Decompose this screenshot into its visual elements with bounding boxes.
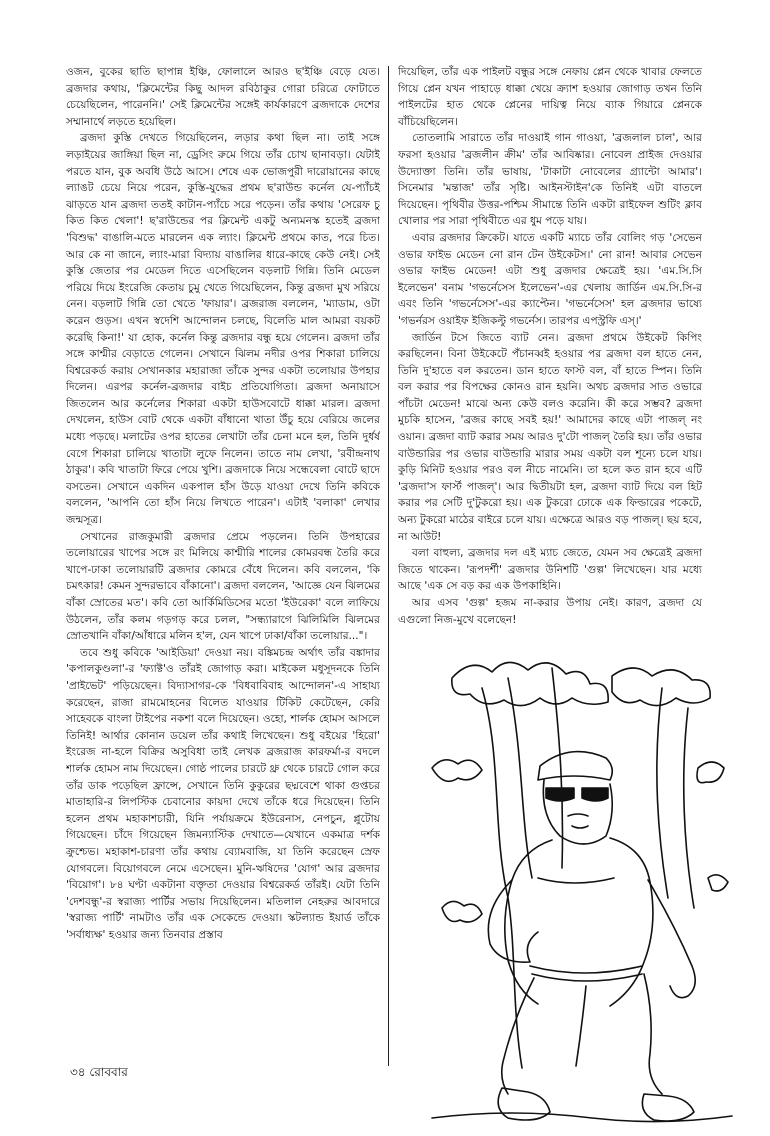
tree-trunk bbox=[552, 668, 563, 868]
column-divider bbox=[388, 66, 389, 1066]
paragraph: বলা বাহুল্য, ব্রজদার দল এই ম্যাচ জেতে, যেমন সব ক্ষেত্রেই ব্রজদা জিতে থাকেন। 'রূপদর্শী' ব্রজদার উনিশটি 'গুল্প' লিখেছেন। যার মধ্যে আছে 'এক সে বড় কর এক উপকাহিনি। bbox=[398, 547, 702, 593]
paragraph: ওজন, বুকের ছাতি ছাপান্ন ইঞ্চি, ফোলালে আরও ছ'ইঞ্চি বেড়ে যেত। ব্রজদার কথায়, 'ক্লিমেন্টের কিছু আদল রবিঠাকুর গোরা চরিত্রে ফোটাতে চেয়েছিলেন, পারেননি।' সেই ক্লিমেন্টের সঙ্গেই কার্যকারণে ব্রজদাকে দেশের সম্মানার্থে লড়তে হয়েছিল। bbox=[66, 66, 380, 128]
tree-trunk bbox=[482, 688, 522, 1068]
left-column bbox=[66, 64, 380, 1064]
illustration-figure bbox=[412, 648, 742, 1126]
paragraph: ব্রজদা কুস্তি দেখতে গিয়েছিলেন, লড়ার কথা ছিল না। তাই সঙ্গে লড়াইয়ের জাঙ্গিয়া ছিল না, ড্রেসিং রুমে গিয়ে তাঁর চোখ ছানাবড়া। যেটাই পরতে যান, বুক অবধি উঠে আসে। শেষে এক ভোজপুরী দারোয়ানের কাছে ল্যাঙট চেয়ে নিয়ে পরেন, কুস্তি-যুদ্ধের প্রথম ছ'রাউন্ড কর্নেল যে-প্যাঁচই ঝাড়তে যান ব্রজদা ততই কাটান-প্যাঁচে সরে পড়েন। তাঁর কথায় 'সেরেফ চু কিত কিত খেলা'! ছ'রাউন্ডের পর ক্লিমেন্ট একটু অন্যমনস্ক হতেই ব্রজদা 'বিশুদ্ধ' বাঙালি-মতে মারলেন এক ল্যাং। ক্লিমেন্ট প্রথমে কাত, পরে চিত। আর কে না জানে, ল্যাং-মারা বিদ্যায় বাঙালির ধারে-কাছে কেউ নেই। সেই কুস্তি জেতার পর মেডেল দিতে এসেছিলেন বড়লাট গিন্নি। তিনি মেডেল পরিয়ে দিয়ে ইংরেজি কেতায় চুমু খেতে গিয়েছিলেন, কিন্তু ব্রজদা মুখ সরিয়ে নেন। বড়লাট গিন্নি তো খেতে 'ফায়ার'। ব্রজরাজ বললেন, 'ম্যাডাম, ওটা করেন গুড়স। এখন স্বদেশি আন্দোলন চলছে, বিলেতি মাল আমরা বয়কট করেছি কিনা!' যা হোক, কর্নেল কিন্তু ব্রজদার বন্ধু হয়ে গেলেন। ব্রজদা তাঁর সঙ্গে কাশ্মীর বেড়াতে গেলেন। সেখানে ঝিলম নদীর ওপর শিকারা চালিয়ে বিশ্বরেকর্ড করায় সেখানকার মহারাজা তাঁকে সুন্দর একটা তলোয়ার উপহার দিলেন। এরপর কর্নেল-ব্রজদার বাইচ প্রতিযোগিতা। ব্রজদা অনায়াসে জিতলেন আর কর্নেলের শিকারা একটা হাউসবোটে ধাক্কা মারল। ব্রজদা দেখলেন, হাউস বোট থেকে একটা বাঁধানো খাতা উঁচু হয়ে বেরিয়ে জলের মধ্যে পড়ছে। মলাটের ওপর হাতের লেখাটা তাঁর চেনা মনে হল, তিনি দুর্ধর্ষ বেগে শিকারা চালিয়ে খাতাটা লুফে নিলেন। তাতে নাম লেখা, 'রবীন্দ্রনাথ ঠাকুর'। কবি খাতাটা ফিরে পেয়ে খুশি। ব্রজদাকে নিয়ে সন্ধেবেলা বোটে ছাদে বসতেন। সেখানে একদিন একপাল হাঁস উড়ে যাওয়া দেখে তিনি কবিকে বললেন, 'আপনি তো হাঁস নিয়ে লিখতে পারেন'। এটাই 'বলাকা' লেখার জন্মসূত্র। bbox=[66, 132, 380, 527]
jacket-fold bbox=[538, 878, 614, 883]
right-arm bbox=[648, 880, 695, 998]
page-footer bbox=[70, 1064, 128, 1084]
foliage bbox=[697, 762, 724, 783]
foliage bbox=[708, 875, 728, 891]
paragraph: আর এসব 'গুল্প' হজম না-করার উপায় নেই। কারণ, ব্রজদা যে এগুলো নিজ-মুখে বলেছেন! bbox=[398, 597, 702, 626]
paragraph: সেখানের রাজকুমারী ব্রজদার প্রেমে পড়লেন। তিনি উপহারের তলোয়ারের খাপের সঙ্গে রং মিলিয়ে কাশ্মীরি শালের কোমরবন্ধ তৈরি করে খাপে-ঢাকা তলোয়ারটি ব্রজদার কোমরে বেঁধে দিলেন। কবি বললেন, 'কি চমৎকার! কেমন সুন্দরভাবে বাঁকানো'। ব্রজদা বললেন, 'আজ্ঞে যেন ঝিলমের বাঁকা স্রোতের মত'। কবি তো আর্কিমিডিসের মতো 'ইউরেকা' বলে লাফিয়ে উঠলেন, তাঁর কলম গড়গড় করে চলল, "সন্ধ্যারাগে ঝিলিমিলি ঝিলমের স্রোতখানি বাঁকা/আঁধারে মলিন হ'ল, যেন খাপে ঢাকা/বাঁকা তলোয়ার..."। bbox=[66, 530, 380, 643]
mustache bbox=[568, 814, 588, 828]
trousers bbox=[502, 974, 662, 1094]
foliage bbox=[432, 760, 482, 782]
magazine-name: রোববার bbox=[89, 1065, 128, 1079]
tree-trunk bbox=[508, 678, 532, 878]
tree-trunk bbox=[684, 708, 694, 908]
cap bbox=[538, 752, 612, 780]
foliage bbox=[442, 901, 482, 922]
belt bbox=[530, 966, 642, 981]
foliage bbox=[452, 662, 608, 705]
page-number: ৩৪ bbox=[70, 1065, 86, 1079]
sunglasses bbox=[546, 788, 608, 801]
paragraph: এবার ব্রজদার ক্রিকেট। যাতে একটি ম্যাচে তাঁর বোলিং গড় 'সেভেন ওভার ফাইভ মেডেন নো রান টেন উইকেটস।' নো রান! আবার সেভেন ওভার ফাইভ মেডেন! এটা শুধু ব্রজদার ক্ষেত্রেই হয়। 'এম.সি.সি ইলেভেন' বনাম 'গভর্নেসেস ইলেভেন'-এর খেলায় জার্ডিন এম.সি.সি-র এবং তিনি 'গভর্নেসেস'-এর ক্যাপ্টেন। 'গভর্নেসেস' হল ব্রজদার ভাষ্যে 'গভর্নরস ওয়াইফ ইজিকল্টু গভর্নেস। তারপর এপস্ট্রফি এস্‌।' bbox=[398, 231, 702, 327]
paragraph: জার্ডিন টসে জিতে ব্যাট নেন। ব্রজদা প্রথমে উইকেট কিপিং করছিলেন। বিনা উইকেটে পঁচানব্বই হওয়ার পর ব্রজদা বল হাতে নেন, তিনি দু'হাতে বল করতেন। ডান হাতে ফাস্ট বল, বাঁ হাতে স্পিন। তিনি বল করার পর বিপক্ষের কোনও রান হয়নি। অথচ ব্রজদার সাত ওভারে পাঁচটা মেডেন! মাঝে অন্য কেউ বলও করেনি। কী করে সম্ভব? ব্রজদা মুচকি হাসেন, 'ব্রজর কাছে সবই হয়!' আমাদের কাছে এটা পাজল্ নং ওয়ান। ব্রজদা ব্যাট করার সময় আরও দু'টো পাজল্ তৈরি হয়। তাঁর ওভার বাউন্ডারির পর ওভার বাউন্ডারি মারার সময় একটা বল শূন্যে চলে যায়। কুড়ি মিনিট হওয়ার পরও বল নীচে নামেনি। তা হলে কত রান হবে এটি 'ব্রজদা'স ফার্স্ট পাজল্'। আর দ্বিতীয়টা হল, ব্রজদা ব্যাট দিয়ে বল হিট করার পর সেটি দু'টুকরো হয়। এক টুকরো ঢোকে এক ফিল্ডারের পকেটে, অন্য টুকরো মাঠের বাইরে চলে যায়। এক্ষেত্রে আরও বড় পাজল্। ছয় হবে, না আউট! bbox=[398, 331, 702, 543]
paragraph: তবে শুধু কবিকে 'আইডিয়া' দেওয়া নয়। বঙ্কিমচন্দ্র অর্থাৎ তাঁর বঙ্কাদার 'কপালকুণ্ডলা'-র 'ফ্যাক্ট'ও তাঁরই জোগাড় করা। মাইকেল মধুসূদনকে তিনি 'প্রাইভেট' পড়িয়েছেন। বিদ্যাসাগর-কে 'বিধবাবিবাহ আন্দোলন'-এ সাহায্য করেছেন, রাজা রামমোহনের বিলেত যাওয়ার টিকিট কেটেছেন, কেরি সাহেবকে বাংলা টাইপের নকশা বলে দিয়েছেন। ওহো, শার্লক হোমস আসলে তিনিই! আর্থার কোনান ডয়েল তাঁর কথাই লিখেছেন। শুধু বইয়ের 'হিরো' ইংরেজ না-হলে বিক্রির অসুবিধা তাই লেখক ব্রজরাজ কারফর্মা-র বদলে শার্লক হোমস নাম দিয়েছেন। গোষ্ঠ পালের চারটে থ্রু থেকে চারটে গোল করে তাঁর ডাক পড়েছিল ফ্রান্সে, সেখানে তিনি কুকুরের ছদ্মবেশে থাকা গুপ্তচর মাতাহারি-র লিপস্টিক চেবানোর কায়দা দেখে তাঁকে ধরে দিয়েছেন। তিনি হলেন প্রথম মহাকাশচারী, যিনি পর্যায়ক্রমে ইউরেনাস, নেপচুন, প্লুটোয় গিয়েছেন। চাঁদে গিয়েছেন জিমন্যাস্টিক দেখাতে—যেখানে একমাত্র দর্শক ক্রুশ্চেভ। মহাকাশ-চারণা তাঁর কথায় ব্যোমবাজি, যা তিনি করেছেন স্রেফ যোগবলে। বিয়োগবলে নেমে এসেছেন। মুনি-ঋষিদের 'যোগ' আর ব্রজদার 'বিয়োগ'। ৮৪ ঘণ্টা একটানা বক্তৃতা দেওয়ার বিশ্বরেকর্ড তাঁরই। যেটা তিনি 'দেশবন্ধু'-র স্বরাজ্য পার্টির সভায় দিয়েছিলেন। মতিলাল নেহরুর আবদারে 'স্বরাজ্য পার্টি' নামটাও তাঁর এক সেকেন্ডে দেওয়া। স্কটল্যান্ড ইয়ার্ড তাঁকে 'সর্বাধ্যক্ষ' হওয়ার জন্য তিনবার প্রস্তাব bbox=[66, 646, 380, 941]
boot bbox=[642, 1094, 694, 1121]
right-column bbox=[398, 64, 702, 664]
boot bbox=[498, 1088, 550, 1120]
paragraph: তোতলামি সারাতে তাঁর দাওয়াই গান গাওয়া, 'ব্রজলাল চাল', আর ফরসা হওয়ার 'ব্রজলীন ক্রীম' তাঁর আবিষ্কার। নোবেল প্রাইজ দেওয়ার উদ্যোক্তা তিনি। তাঁর ভাষায়, 'টাকাটা নোবেলের গ্র্যান্টো আমার'। সিনেমার 'মন্তাজ' তাঁর সৃষ্টি। আইনস্টাইন'কে তিনিই এটা বাতলে দিয়েছেন। পৃথিবীর উত্তর-পশ্চিম সীমান্তে তিনি একটা রাইফেল শুটিং ক্লাব খোলার পর সারা পৃথিবীতে এর ধুম পড়ে যায়। bbox=[398, 132, 702, 228]
paragraph: দিয়েছিল, তাঁর এক পাইলট বন্ধুর সঙ্গে নেফায় প্লেন থেকে খাবার ফেলতে গিয়ে প্লেন যখন পাহাড়ে ধাক্কা খেয়ে ক্র্যাশ হওয়ার জোগাড় তখন তিনি পাইলটের হাত থেকে প্লেনের দায়িত্ব নিয়ে ব্যাক গিয়ারে প্লেনকে বাঁচিয়েছিলেন। bbox=[398, 66, 702, 128]
tree-trunk bbox=[657, 688, 668, 898]
